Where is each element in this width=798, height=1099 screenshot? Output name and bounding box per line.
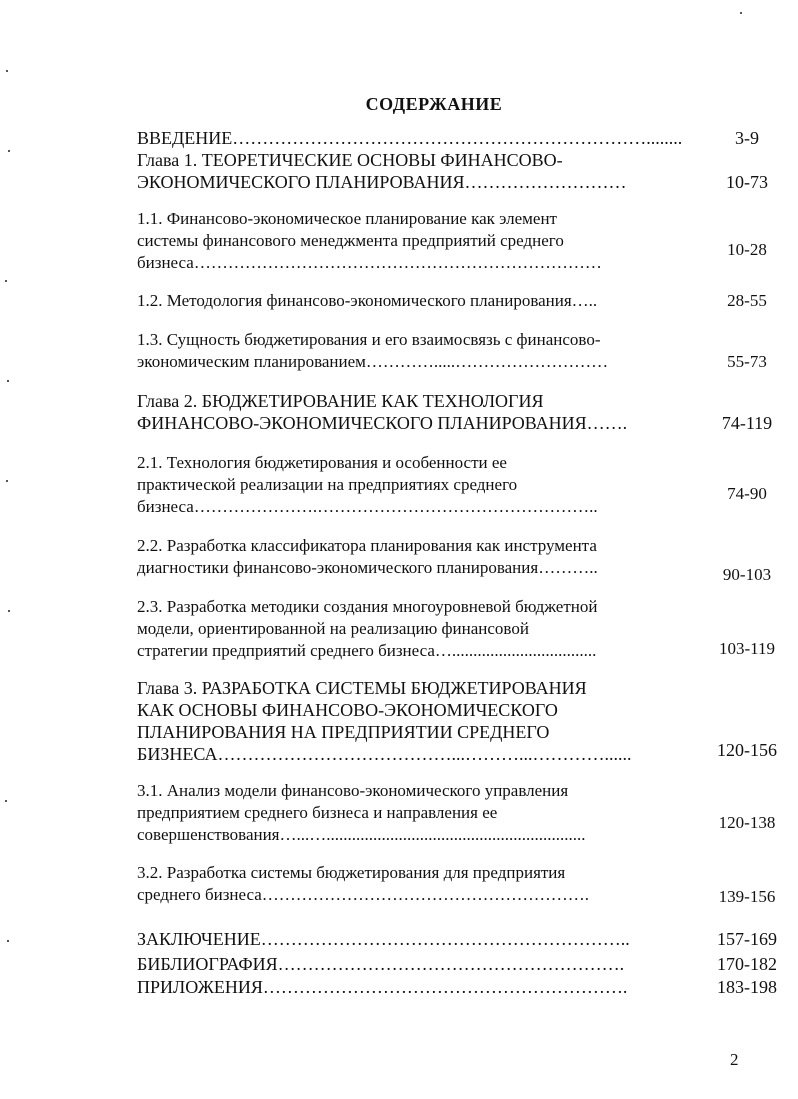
toc-entry-chapter-1 xyxy=(137,149,798,193)
toc-entry-pages: 120-156 xyxy=(717,740,777,760)
scan-speck xyxy=(8,610,10,612)
toc-entry-text: 2.3. Разработка методики создания многоуровневой бюджетной модели, ориентированной на реализацию финансовой стратегии предприятий среднего бизнеса….................................. xyxy=(137,597,598,660)
scan-speck xyxy=(5,800,7,802)
toc-entry-pages: 3-9 xyxy=(735,128,759,148)
toc-entry-text: ЗАКЛЮЧЕНИЕ…………………………………………………….. xyxy=(137,929,630,949)
toc-entry-section-3-2 xyxy=(137,862,798,906)
toc-entry-bibliography xyxy=(137,953,798,975)
toc-entry-text: Глава 1. ТЕОРЕТИЧЕСКИЕ ОСНОВЫ ФИНАНСОВО- ЭКОНОМИЧЕСКОГО ПЛАНИРОВАНИЯ……………………… xyxy=(137,150,627,192)
toc-entry-pages: 183-198 xyxy=(717,977,777,997)
toc-entry-text: 1.3. Сущность бюджетирования и его взаимосвязь с финансово- экономическим планированием………….....……………………… xyxy=(137,330,609,371)
toc-entry-section-1-3 xyxy=(137,329,798,373)
toc-entry-pages: 74-119 xyxy=(721,413,773,433)
page-title: СОДЕРЖАНИЕ xyxy=(365,94,503,114)
toc-entry-text: 2.1. Технология бюджетирования и особенности ее практической реализации на предприятиях среднего бизнеса………………….………………………………………….. xyxy=(137,453,598,516)
toc-entry-text: 3.1. Анализ модели финансово-экономического управления предприятием среднего бизнеса и направления ее совершенствования…...…............................................................. xyxy=(137,781,586,844)
toc-entry-section-1-1 xyxy=(137,208,798,274)
toc-entry-pages: 90-103 xyxy=(722,565,772,584)
toc-entry-text: ПРИЛОЖЕНИЯ……………………………………………………. xyxy=(137,977,628,997)
toc-entry-pages: 10-73 xyxy=(726,172,768,192)
toc-entry-text: 3.2. Разработка системы бюджетирования для предприятия среднего бизнеса…………………………………………………. xyxy=(137,863,590,904)
toc-entry-pages: 103-119 xyxy=(718,639,776,658)
toc-entry-chapter-2 xyxy=(137,390,798,434)
toc-entry-text: ВВЕДЕНИЕ……………………………………………………………........ xyxy=(137,128,683,148)
toc-entry-text: 2.2. Разработка классификатора планирования как инструмента диагностики финансово-экономического планирования……….. xyxy=(137,536,598,577)
page-number: 2 xyxy=(730,1050,739,1069)
scan-speck xyxy=(5,280,7,282)
toc-entry-pages: 28-55 xyxy=(727,291,767,310)
toc-entry-appendices xyxy=(137,976,798,998)
toc-entry-text: 1.2. Методология финансово-экономического планирования….. xyxy=(137,291,598,310)
toc-entry-text: Глава 3. РАЗРАБОТКА СИСТЕМЫ БЮДЖЕТИРОВАНИЯ КАК ОСНОВЫ ФИНАНСОВО-ЭКОНОМИЧЕСКОГО ПЛАНИРОВАНИЯ НА ПРЕДПРИЯТИИ СРЕДНЕГО БИЗНЕСА…………………………………...………...…………...... xyxy=(137,678,632,764)
scan-speck xyxy=(740,12,742,14)
scan-speck xyxy=(7,940,9,942)
toc-entry-section-1-2 xyxy=(137,290,798,312)
toc-entry-text: БИБЛИОГРАФИЯ…………………………………………………. xyxy=(137,954,625,974)
toc-entry-pages: 170-182 xyxy=(717,954,777,974)
toc-entry-section-3-1 xyxy=(137,780,798,846)
toc-entry-text: 1.1. Финансово-экономическое планирование как элемент системы финансового менеджмента предприятий среднего бизнеса……………………………………………………………… xyxy=(137,209,602,272)
scan-speck xyxy=(6,70,8,72)
toc-entry-pages: 74-90 xyxy=(727,484,767,503)
toc-entry-section-2-2 xyxy=(137,535,798,584)
toc-entry-chapter-3 xyxy=(137,677,798,765)
toc-entry-section-2-3 xyxy=(137,596,798,662)
toc-entry-pages: 55-73 xyxy=(727,352,767,371)
scan-speck xyxy=(7,380,9,382)
toc-entry-section-2-1 xyxy=(137,452,798,518)
toc-entry-introduction xyxy=(137,127,798,149)
toc-entry-pages: 120-138 xyxy=(718,813,776,832)
toc-entry-pages: 10-28 xyxy=(727,240,767,259)
scan-speck xyxy=(6,480,8,482)
scan-speck xyxy=(8,150,10,152)
toc-entry-pages: 157-169 xyxy=(717,929,777,949)
toc-entry-conclusion xyxy=(137,928,798,950)
toc-entry-pages: 139-156 xyxy=(718,887,776,906)
toc-entry-text: Глава 2. БЮДЖЕТИРОВАНИЕ КАК ТЕХНОЛОГИЯ ФИНАНСОВО-ЭКОНОМИЧЕСКОГО ПЛАНИРОВАНИЯ……. xyxy=(137,391,628,433)
